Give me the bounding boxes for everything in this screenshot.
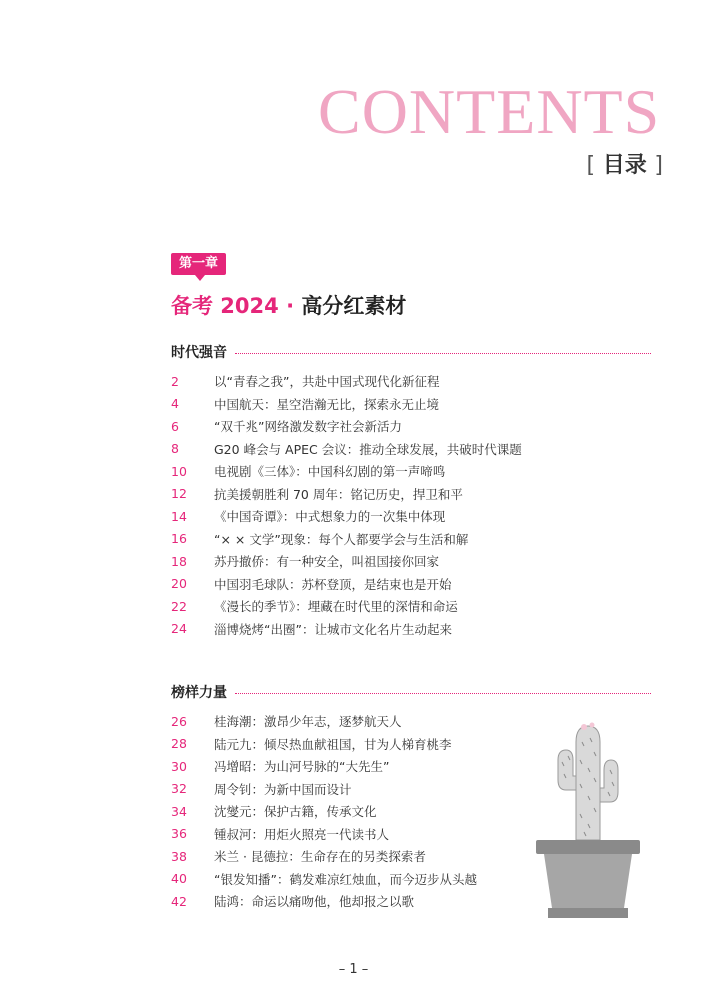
entry-title: 《漫长的季节》：埋藏在时代里的深情和命运 <box>214 599 458 615</box>
contents-heading: CONTENTS <box>318 76 661 147</box>
page-number: 26 <box>171 713 187 729</box>
toc-entry[interactable] <box>171 573 651 596</box>
page-number: 32 <box>171 781 187 797</box>
chapter-title-part2: 高分红素材 <box>301 294 407 318</box>
entry-title: 沈燮元：保护古籍，传承文化 <box>214 804 377 820</box>
page-number: 42 <box>171 893 187 909</box>
entry-title: 《中国奇谭》：中式想象力的一次集中体现 <box>214 509 446 525</box>
toc-entry[interactable] <box>171 370 651 393</box>
entry-title: 苏丹撤侨：有一种安全，叫祖国接你回家 <box>214 554 440 570</box>
entry-title: “双千兆”网络激发数字社会新活力 <box>214 419 402 435</box>
cactus-plant <box>558 723 618 841</box>
toc-entry[interactable] <box>171 528 651 551</box>
entry-title: 锺叔河：用炬火照亮一代读书人 <box>214 826 390 842</box>
entry-title: 中国羽毛球队：苏杯登顶，是结束也是开始 <box>214 576 452 592</box>
mulu-heading <box>586 148 663 179</box>
mulu-text: 目录 <box>602 153 647 178</box>
dotted-leader <box>235 693 651 694</box>
page-number-footer: – 1 – <box>338 962 369 977</box>
page-number: 6 <box>171 418 179 434</box>
mulu-bracket-close: ] <box>654 153 663 178</box>
toc-entry[interactable] <box>171 460 651 483</box>
page-number: 30 <box>171 758 187 774</box>
toc-entry[interactable] <box>171 438 651 461</box>
page-number: 2 <box>171 373 179 389</box>
chapter-title-part1: 备考 2024 · <box>171 294 295 318</box>
entry-title: 陆元九：倾尽热血献祖国，甘为人梯育桃李 <box>214 736 452 752</box>
page-number: 8 <box>171 441 179 457</box>
page-number: 10 <box>171 463 187 479</box>
page-number: 24 <box>171 621 187 637</box>
page-number: 16 <box>171 531 187 547</box>
entry-title: 桂海潮：激昂少年志，逐梦航天人 <box>214 714 402 730</box>
toc-entry[interactable] <box>171 550 651 573</box>
page-number: 22 <box>171 598 187 614</box>
toc-entry[interactable] <box>171 415 651 438</box>
entry-title: G20 峰会与 APEC 会议：推动全球发展，共破时代课题 <box>214 441 522 457</box>
page-number: 20 <box>171 576 187 592</box>
toc-entry[interactable] <box>171 393 651 416</box>
mulu-bracket-open: [ <box>586 153 596 178</box>
page-number: 18 <box>171 553 187 569</box>
entry-title: 米兰 · 昆德拉：生命存在的另类探索者 <box>214 849 426 865</box>
entry-title: 以“青春之我”，共赴中国式现代化新征程 <box>214 374 440 390</box>
section-title: 时代强音 <box>171 345 227 361</box>
dotted-leader <box>235 353 651 354</box>
page-number: 12 <box>171 486 187 502</box>
entry-title: “银发知播”：鹤发难凉红烛血，而今迈步从头越 <box>214 871 477 887</box>
page-number: 4 <box>171 396 179 412</box>
toc-entry[interactable] <box>171 595 651 618</box>
toc-entry[interactable] <box>171 505 651 528</box>
entry-title: 冯增昭：为山河号脉的“大先生” <box>214 759 390 775</box>
toc-entry[interactable] <box>171 618 651 641</box>
cactus-illustration <box>528 712 648 927</box>
chapter-title <box>171 290 406 320</box>
page-number: 28 <box>171 736 187 752</box>
entry-title: 抗美援朝胜利 70 周年：铭记历史，捍卫和平 <box>214 486 463 502</box>
toc-section-shidai <box>171 342 651 640</box>
entry-title: 电视剧《三体》：中国科幻剧的第一声啼鸣 <box>214 464 446 480</box>
entry-title: “× × 文学”现象：每个人都要学会与生活和解 <box>214 531 469 547</box>
page-number: 40 <box>171 871 187 887</box>
page-number: 14 <box>171 508 187 524</box>
page-number: 36 <box>171 826 187 842</box>
section-title: 榜样力量 <box>171 685 227 701</box>
entry-title: 淄博烧烤“出圈”：让城市文化名片生动起来 <box>214 621 452 637</box>
page-number: 38 <box>171 848 187 864</box>
entry-title: 周令钊：为新中国而设计 <box>214 781 352 797</box>
entry-title: 中国航天：星空浩瀚无比，探索永无止境 <box>214 396 440 412</box>
entry-title: 陆鸿：命运以痛吻他，他却报之以歌 <box>214 894 415 910</box>
toc-entry[interactable] <box>171 483 651 506</box>
flower-pot <box>536 840 640 918</box>
section-header <box>171 342 651 362</box>
page-number: 34 <box>171 803 187 819</box>
chapter-badge: 第一章 <box>171 253 226 275</box>
section-header <box>171 682 651 702</box>
